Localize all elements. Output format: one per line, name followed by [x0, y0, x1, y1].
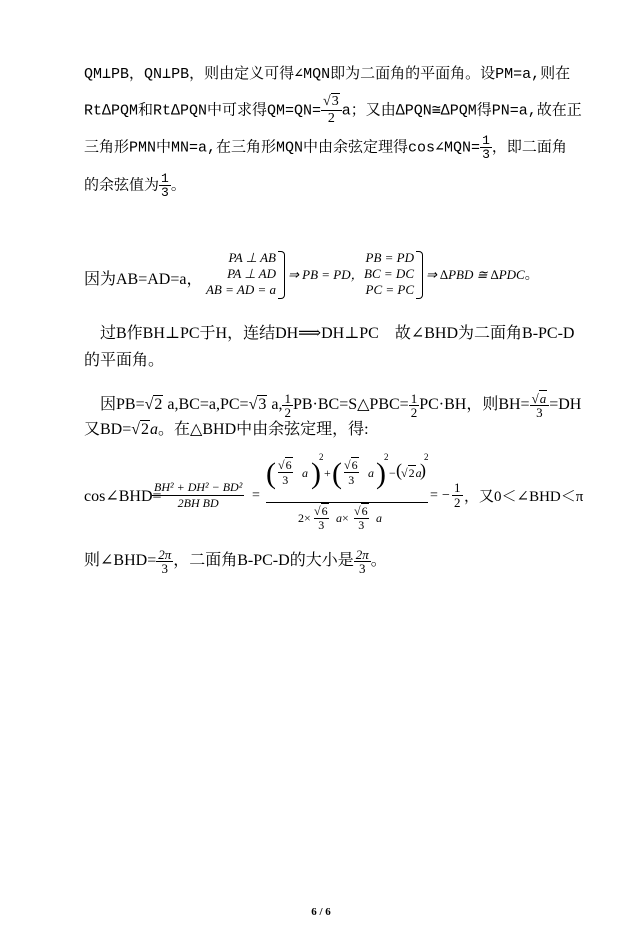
para1-line2-text-a: Rt∆PQM和Rt∆PQN中可求得QM=QN=: [84, 102, 322, 120]
big-denominator: 2× √6 3 a× √6 3 a: [298, 504, 382, 532]
para1-line4-text-b: 。: [170, 177, 186, 195]
para3-line1: 过B作BH⊥PC于H，连结DH⟹DH⊥PC 故∠BHD为二面角B-PC-D: [100, 325, 575, 342]
cosine-label: cos∠BHD=: [84, 488, 162, 505]
condition-5: BC = DC: [364, 266, 414, 281]
one-third-fraction-2: $\frac{1}{3}$: [161, 171, 169, 200]
cosine-fraction-2: [266, 452, 428, 533]
para3-line2: 的平面角。: [84, 352, 165, 369]
big-numerator: ( √6 3 a ) 2 + ( √6 3 a ) 2 − ( √2a ) 2: [266, 452, 428, 503]
equals-sign-2: =: [430, 488, 438, 503]
condition-4: PB = PD: [365, 250, 414, 265]
page-number: 6 / 6: [311, 906, 331, 918]
para1-line4: [84, 172, 186, 199]
half-fraction-1: $\frac{1}{2}$: [284, 391, 291, 420]
angle-range: ，又0＜∠BHD＜π: [464, 489, 584, 505]
bh-fraction: $\frac{√a}{3}$: [530, 392, 550, 419]
two-pi-over-3-fraction: $\frac{2\pi}{3}$: [158, 547, 172, 576]
sqrt3-over-2-fraction: $\frac{√3}{2}$: [321, 94, 342, 127]
para2-lead: 因为AB=AD=a，: [84, 271, 203, 288]
para1-line2: [84, 94, 582, 127]
one-third-fraction: $\frac{1}{3}$: [482, 133, 490, 162]
condition-group-1: [196, 250, 276, 298]
final-line: 则∠BHD= $\frac{2\pi}{3}$ ，二面角B-PC-D的大小是 $\frac{2\pi}{3}$ 。: [84, 547, 387, 576]
condition-2: PA ⊥ AD: [227, 266, 276, 281]
para1-line3-text-a: 三角形PMN中MN=a,在三角形MQN中由余弦定理得cos∠MQN=: [84, 139, 481, 157]
para1-line2-text-b: a；又由∆PQN≅∆PQM得PN=a,故在正: [341, 102, 582, 120]
two-pi-over-3-fraction-2: $\frac{2\pi}{3}$: [355, 547, 369, 576]
para1-line3-text-b: ，即二面角: [491, 139, 567, 157]
condition-group-2: [360, 250, 414, 298]
condition-3: AB = AD = a: [205, 282, 276, 297]
para4-line1: 因PB=√2 a,BC=a,PC=√3 a, $\frac{1}{2}$ PB·BC=S△PBC= $\frac{1}{2}$ PC·BH，则BH= $\frac{√a}{3}$ =DH: [100, 391, 582, 420]
minus-sign: −: [442, 488, 450, 503]
implication-1: ⇒ PB = PD，: [288, 267, 364, 282]
brace-1: [278, 251, 285, 299]
para1-line4-text-a: 的余弦值为: [84, 177, 160, 195]
para1-line3: [84, 134, 567, 161]
para1-line1: QM⊥PB，QN⊥PB，则由定义可得∠MQN即为二面角的平面角。设PM=a,则在: [84, 66, 571, 83]
result-fraction: 1 2: [454, 480, 461, 510]
cosine-fraction-1: BH² + DH² − BD² 2BH BD: [154, 480, 243, 510]
implication-2: ⇒ ∆PBD ≅ ∆PDC。: [426, 267, 539, 283]
para4-line2: 又BD=√2a。在△BHD中由余弦定理，得:: [84, 421, 369, 438]
condition-6: PC = PC: [365, 282, 414, 297]
condition-1: PA ⊥ AB: [228, 250, 276, 265]
half-fraction-2: $\frac{1}{2}$: [410, 391, 418, 420]
equals-sign-1: =: [252, 488, 260, 503]
brace-2: [416, 251, 423, 299]
